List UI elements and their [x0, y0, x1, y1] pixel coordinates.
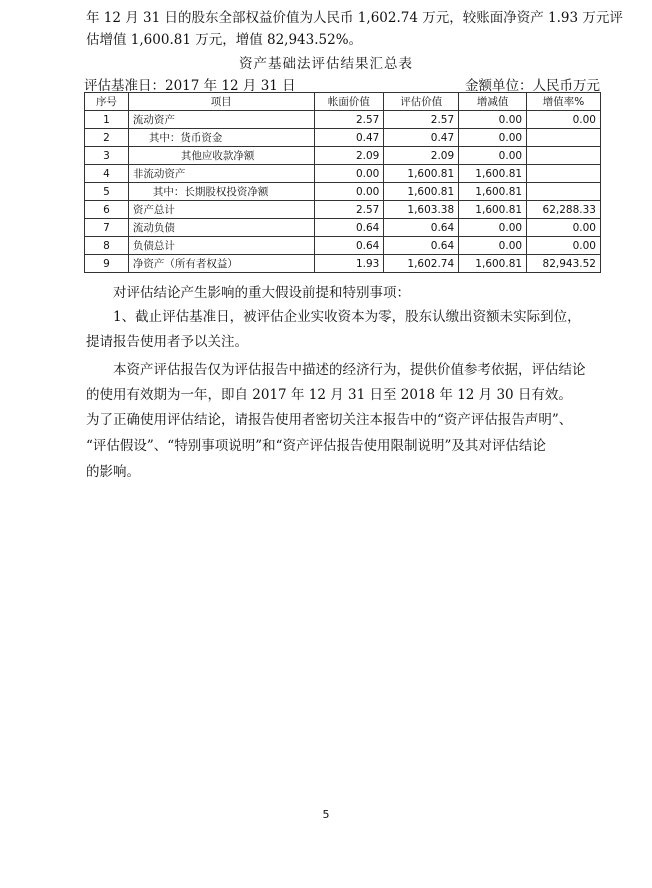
cell-assess: 0.47	[384, 129, 459, 147]
cell-change: 0.00	[459, 237, 527, 255]
cell-no: 5	[85, 183, 129, 201]
cell-book: 0.64	[314, 219, 384, 237]
cell-book: 0.00	[314, 165, 384, 183]
header-change: 增减值	[459, 93, 527, 111]
cell-change: 1,600.81	[459, 165, 527, 183]
amount-unit: 金额单位：人民币万元	[465, 78, 600, 94]
cell-item: 负债总计	[128, 237, 314, 255]
cell-change: 1,600.81	[459, 201, 527, 219]
cell-no: 8	[85, 237, 129, 255]
table-row	[85, 201, 601, 219]
cell-item: 其中：长期股权投资净额	[128, 183, 314, 201]
usage-note-line-1: 为了正确使用评估结论，请报告使用者密切关注本报告中的“资产评估报告声明”、	[86, 412, 573, 428]
cell-no: 7	[85, 219, 129, 237]
special-matters-heading: 对评估结论产生影响的重大假设前提和特别事项：	[113, 285, 410, 301]
cell-book: 2.57	[314, 111, 384, 129]
cell-item: 其中：货币资金	[128, 129, 314, 147]
table-row	[85, 237, 601, 255]
cell-item: 净资产（所有者权益）	[128, 255, 314, 273]
cell-book: 0.00	[314, 183, 384, 201]
header-item: 项目	[128, 93, 314, 111]
cell-no: 4	[85, 165, 129, 183]
cell-change: 0.00	[459, 147, 527, 165]
usage-note-line-2: “评估假设”、“特别事项说明”和“资产评估报告使用限制说明”及其对评估结论	[86, 438, 546, 454]
cell-rate: 0.00	[527, 237, 601, 255]
cell-assess: 1,602.74	[384, 255, 459, 273]
cell-assess: 1,600.81	[384, 183, 459, 201]
cell-rate: 0.00	[527, 219, 601, 237]
cell-no: 2	[85, 129, 129, 147]
header-no: 序号	[85, 93, 129, 111]
cell-rate: 62,288.33	[527, 201, 601, 219]
cell-item: 流动负债	[128, 219, 314, 237]
cell-assess: 1,603.38	[384, 201, 459, 219]
base-date: 评估基准日：2017 年 12 月 31 日	[84, 78, 296, 94]
cell-change: 0.00	[459, 111, 527, 129]
cell-book: 1.93	[314, 255, 384, 273]
table-row	[85, 183, 601, 201]
summary-table	[84, 92, 601, 273]
cell-assess: 0.64	[384, 237, 459, 255]
cell-rate	[527, 129, 601, 147]
cell-rate	[527, 147, 601, 165]
table-row	[85, 111, 601, 129]
cell-no: 1	[85, 111, 129, 129]
cell-book: 0.47	[314, 129, 384, 147]
cell-no: 9	[85, 255, 129, 273]
header-rate: 增值率%	[527, 93, 601, 111]
cell-rate: 82,943.52	[527, 255, 601, 273]
cell-assess: 0.64	[384, 219, 459, 237]
cell-change: 1,600.81	[459, 183, 527, 201]
cell-change: 0.00	[459, 219, 527, 237]
table-row	[85, 219, 601, 237]
special-matter-1-line-1: 1、截止评估基准日，被评估企业实收资本为零，股东认缴出资额未实际到位，	[113, 309, 581, 325]
table-row	[85, 255, 601, 273]
intro-line-1: 年 12 月 31 日的股东全部权益价值为人民币 1,602.74 万元，较账面净资产 1.93 万元评	[86, 10, 623, 26]
cell-assess: 2.09	[384, 147, 459, 165]
header-book-value: 帐面价值	[314, 93, 384, 111]
cell-assess: 1,600.81	[384, 165, 459, 183]
cell-rate	[527, 165, 601, 183]
cell-book: 2.57	[314, 201, 384, 219]
usage-note-line-3: 的影响。	[86, 464, 140, 480]
table-row	[85, 147, 601, 165]
cell-assess: 2.57	[384, 111, 459, 129]
cell-change: 0.00	[459, 129, 527, 147]
table-title: 资产基础法评估结果汇总表	[239, 56, 413, 72]
table-header-row	[85, 93, 601, 111]
cell-item: 其他应收款净额	[128, 147, 314, 165]
table-meta	[84, 74, 600, 94]
cell-rate	[527, 183, 601, 201]
cell-book: 2.09	[314, 147, 384, 165]
cell-change: 1,600.81	[459, 255, 527, 273]
cell-no: 3	[85, 147, 129, 165]
cell-rate: 0.00	[527, 111, 601, 129]
cell-item: 资产总计	[128, 201, 314, 219]
cell-no: 6	[85, 201, 129, 219]
table-row	[85, 129, 601, 147]
validity-line-2: 的使用有效期为一年，即自 2017 年 12 月 31 日至 2018 年 12 月 30 日有效。	[86, 387, 572, 403]
table-row	[85, 165, 601, 183]
cell-item: 非流动资产	[128, 165, 314, 183]
header-assessed-value: 评估价值	[384, 93, 459, 111]
special-matter-1-line-2: 提请报告使用者予以关注。	[86, 334, 248, 350]
intro-line-2: 估增值 1,600.81 万元，增值 82,943.52%。	[86, 32, 363, 48]
cell-item: 流动资产	[128, 111, 314, 129]
validity-line-1: 本资产评估报告仅为评估报告中描述的经济行为，提供价值参考依据，评估结论	[113, 362, 586, 378]
page-number: 5	[322, 808, 330, 821]
cell-book: 0.64	[314, 237, 384, 255]
